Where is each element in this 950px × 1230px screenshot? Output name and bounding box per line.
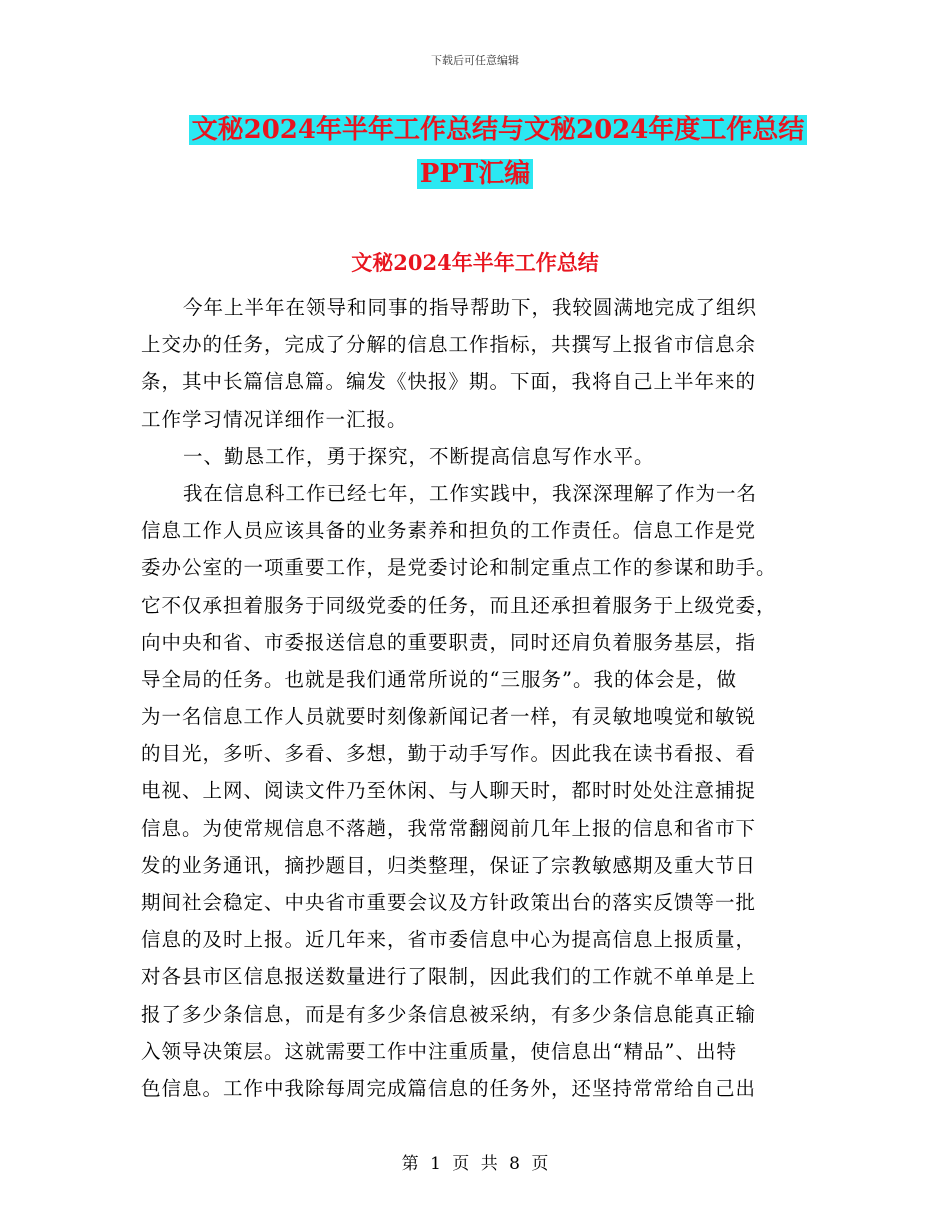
body-line: 色信息。工作中我除每周完成篇信息的任务外，还坚持常常给自己出	[141, 1076, 757, 1100]
document-title-highlight-2: PPT汇编	[417, 159, 533, 189]
body-line: 上交办的任务，完成了分解的信息工作指标，共撰写上报省市信息余	[141, 333, 757, 357]
body-line: 对各县市区信息报送数量进行了限制，因此我们的工作就不单单是上	[141, 965, 757, 989]
body-line: 期间社会稳定、中央省市重要会议及方针政策出台的落实反馈等一批	[141, 891, 757, 914]
body-line: 一、勤恳工作，勇于探究，不断提高信息写作水平。	[183, 444, 655, 468]
page-footer: 第 1 页 共 8 页	[401, 1154, 549, 1174]
body-line: 电视、上网、阅读文件乃至休闲、与人聊天时，都时时处处注意捕捉	[141, 779, 757, 803]
body-line: 它不仅承担着服务于同级党委的任务，而且还承担着服务于上级党委，	[141, 593, 777, 617]
body-line: 向中央和省、市委报送信息的重要职责，同时还肩负着服务基层，指	[141, 630, 757, 654]
body-line: 发的业务通讯，摘抄题目，归类整理，保证了宗教敏感期及重大节日	[141, 853, 757, 877]
body-line: 入领导决策层。这就需要工作中注重质量，使信息出“精品”、出特	[141, 1039, 737, 1063]
body-line: 报了多少条信息，而是有多少条信息被采纳，有多少条信息能真正输	[141, 1002, 757, 1026]
body-line: 我在信息科工作已经七年，工作实践中，我深深理解了作为一名	[183, 481, 758, 505]
body-line: 信息工作人员应该具备的业务素养和担负的工作责任。信息工作是党	[141, 519, 757, 543]
body-line: 今年上半年在领导和同事的指导帮助下，我较圆满地完成了组织	[183, 296, 758, 319]
body-line: 信息。为使常规信息不落趟，我常常翻阅前几年上报的信息和省市下	[141, 816, 757, 840]
body-line: 工作学习情况详细作一汇报。	[141, 407, 408, 431]
section-title: 文秘2024年半年工作总结	[351, 250, 599, 275]
document-title-line-1	[0, 113, 950, 147]
body-line: 为一名信息工作人员就要时刻像新闻记者一样，有灵敏地嗅觉和敏锐	[141, 705, 757, 729]
body-line: 的目光，多听、多看、多想，勤于动手写作。因此我在读书看报、看	[141, 742, 757, 766]
body-line: 委办公室的一项重要工作，是党委讨论和制定重点工作的参谋和助手。	[141, 556, 777, 580]
page-header-note: 下载后可任意编辑	[431, 54, 519, 67]
body-text	[141, 289, 809, 1107]
body-line: 导全局的任务。也就是我们通常所说的“三服务”。我的体会是，做	[141, 667, 737, 691]
document-title-line-2	[0, 157, 950, 191]
body-line: 信息的及时上报。近几年来，省市委信息中心为提高信息上报质量，	[141, 928, 757, 952]
body-line: 条，其中长篇信息篇。编发《快报》期。下面，我将自己上半年来的	[141, 370, 757, 394]
document-title-highlight-1: 文秘2024年半年工作总结与文秘2024年度工作总结	[189, 115, 808, 145]
